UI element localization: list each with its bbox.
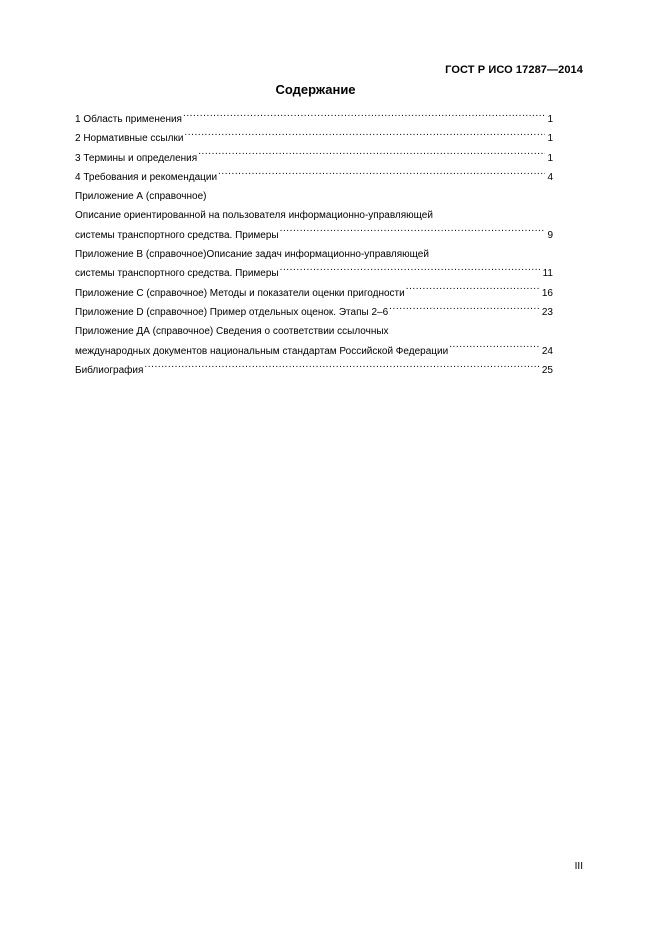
toc-entry-requirements[interactable]: [75, 168, 553, 187]
dot-leader: [280, 266, 541, 276]
toc-entry-scope[interactable]: [75, 110, 553, 129]
toc-entry-label: международных документов национальным стандартам Российской Федерации: [75, 345, 449, 357]
toc-entry-label: 4 Требования и рекомендации: [75, 171, 218, 183]
dot-leader: [184, 131, 545, 141]
toc-entry-label: Приложение D (справочное) Пример отдельных оценок. Этапы 2–6: [75, 306, 389, 318]
toc-entry-label: системы транспортного средства. Примеры: [75, 268, 279, 280]
toc-entry-page: 4: [547, 171, 553, 183]
toc-entry-label: Приложение ДА (справочное) Сведения о соответствии ссылочных: [75, 326, 389, 338]
toc-entry-page: 24: [541, 345, 553, 357]
toc-entry-label: 1 Область применения: [75, 114, 182, 125]
toc-entry-label: Приложение А (справочное): [75, 191, 207, 203]
toc-entry-normative-references[interactable]: [75, 129, 553, 148]
toc-entry-page: 9: [547, 229, 553, 241]
toc-entry-label: Описание ориентированной на пользователя информационно-управляющей: [75, 210, 433, 222]
toc-entry-label: системы транспортного средства. Примеры: [75, 229, 279, 241]
dot-leader: [144, 363, 539, 373]
toc-entry-annex-da-heading[interactable]: [75, 322, 553, 341]
document-standard-header: ГОСТ Р ИСО 17287—2014: [445, 64, 583, 76]
toc-entry-page: 23: [541, 306, 553, 318]
toc-entry-label: Приложение С (справочное) Методы и показатели оценки пригодности: [75, 287, 405, 299]
toc-entry-annex-b-heading[interactable]: [75, 245, 553, 264]
toc-entry-annex-c[interactable]: [75, 284, 553, 303]
page-number: III: [574, 861, 583, 872]
toc-entry-page: 11: [542, 268, 553, 280]
toc-entry-annex-a-title[interactable]: [75, 206, 553, 225]
toc-entry-page: 25: [541, 364, 553, 376]
toc-entry-annex-a-heading[interactable]: [75, 187, 553, 206]
toc-entry-page: 16: [541, 287, 553, 299]
toc-entry-label: 3 Термины и определения: [75, 152, 198, 164]
dot-leader: [280, 228, 546, 238]
toc-entry-annex-d[interactable]: [75, 303, 553, 322]
toc-entry-page: 1: [547, 114, 553, 125]
toc-entry-page: 1: [547, 133, 553, 145]
dot-leader: [218, 170, 545, 180]
dot-leader: [406, 286, 540, 296]
dot-leader: [183, 112, 545, 122]
toc-entry-label: Библиография: [75, 364, 144, 376]
toc-entry-annex-da-title-end[interactable]: [75, 342, 553, 361]
table-of-contents: [75, 110, 553, 380]
toc-entry-label: 2 Нормативные ссылки: [75, 133, 184, 145]
toc-entry-annex-b-title-end[interactable]: [75, 264, 553, 283]
dot-leader: [449, 344, 540, 354]
toc-entry-page: 1: [547, 152, 553, 164]
toc-entry-label: Приложение В (справочное)Описание задач информационно-управляющей: [75, 249, 429, 261]
toc-title: Содержание: [275, 82, 356, 97]
toc-entry-bibliography[interactable]: [75, 361, 553, 380]
dot-leader: [389, 305, 540, 315]
toc-entry-annex-a-title-end[interactable]: [75, 226, 553, 245]
dot-leader: [198, 151, 545, 161]
toc-entry-terms-definitions[interactable]: [75, 149, 553, 168]
